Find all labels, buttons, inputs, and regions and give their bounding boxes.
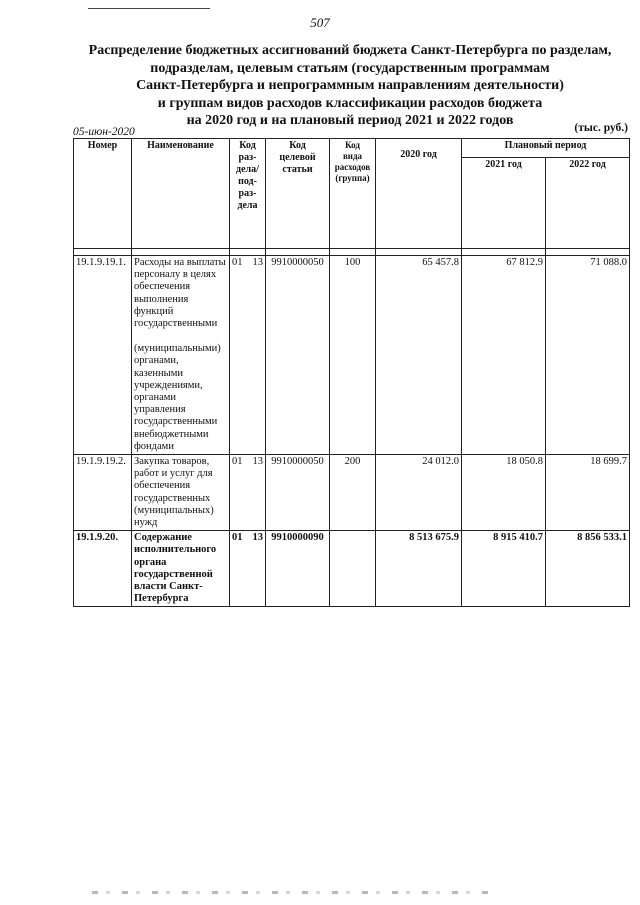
row-target-code: 9910000050 — [266, 455, 330, 531]
spacer-cell — [462, 249, 546, 256]
title-line: и группам видов расходов классификации расходов бюджета — [157, 95, 543, 111]
row-amount-2020: 65 457.8 — [376, 256, 462, 455]
spacer-cell — [230, 249, 266, 256]
header-text: (группа) — [335, 173, 370, 183]
row-group-code: 100 — [330, 256, 376, 455]
header-text: Код — [239, 140, 256, 151]
row-number: 19.1.9.20. — [74, 531, 132, 607]
row-number: 19.1.9.19.2. — [74, 455, 132, 531]
header-text: под- — [238, 176, 257, 187]
row-amount-2021: 67 812.9 — [462, 256, 546, 455]
row-amount-2021: 18 050.8 — [462, 455, 546, 531]
row-name-part: Расходы на выплаты персоналу в целях обеспечения выполнения функций государственными — [134, 257, 226, 330]
header-2022: 2022 год — [546, 158, 630, 249]
header-target-code — [266, 139, 330, 249]
title-line: Распределение бюджетных ассигнований бюджета Санкт-Петербурга по разделам, — [88, 43, 612, 58]
section-code: 01 — [232, 257, 243, 268]
subsection-code: 13 — [252, 456, 263, 468]
header-text: дела — [237, 200, 258, 211]
title-line: подразделам, целевым статьям (государственным программам — [150, 60, 550, 76]
document-title — [70, 42, 630, 130]
row-number: 19.1.9.19.1. — [74, 256, 132, 455]
section-code: 01 — [232, 456, 243, 468]
row-amount-2022: 8 856 533.1 — [546, 531, 630, 607]
header-text: вида — [342, 151, 363, 161]
header-number: Номер — [74, 139, 132, 249]
row-amount-2022: 18 699.7 — [546, 455, 630, 531]
header-text: Код — [345, 140, 360, 150]
header-text: целевой — [279, 152, 316, 163]
row-name-part: (муниципальными) органами, казенными учреждениями, органами управления государственными внебюджетными фондами — [134, 343, 221, 452]
header-text: раз- — [238, 188, 257, 199]
header-text: Код — [289, 140, 306, 151]
header-group-code — [330, 139, 376, 249]
table-row — [74, 455, 630, 531]
header-text: раз- — [238, 152, 257, 163]
row-target-code: 9910000050 — [266, 256, 330, 455]
units-label: (тыс. руб.) — [574, 122, 628, 134]
row-target-code: 9910000090 — [266, 531, 330, 607]
spacer-cell — [546, 249, 630, 256]
header-plan-period: Плановый период — [462, 139, 630, 158]
header-section-code — [230, 139, 266, 249]
spacer-cell — [376, 249, 462, 256]
table-row — [74, 256, 630, 455]
row-amount-2021: 8 915 410.7 — [462, 531, 546, 607]
header-text: статьи — [282, 164, 313, 175]
row-amount-2020: 8 513 675.9 — [376, 531, 462, 607]
table-spacer-row — [74, 249, 630, 256]
budget-table — [73, 138, 630, 607]
row-amount-2022: 71 088.0 — [546, 256, 630, 455]
page-number: 507 — [310, 15, 330, 30]
header-name: Наименование — [132, 139, 230, 249]
scan-artifact-line — [92, 891, 492, 894]
row-name: Закупка товаров, работ и услуг для обеспечения государственных (муниципальных) нужд — [132, 455, 230, 531]
row-amount-2020: 24 012.0 — [376, 455, 462, 531]
header-2020: 2020 год — [376, 139, 462, 249]
row-name: Содержание исполнительного органа государственной власти Санкт-Петербурга — [132, 531, 230, 607]
header-text: расходов — [334, 162, 371, 172]
title-line: Санкт-Петербурга и непрограммным направлениям деятельности) — [136, 78, 564, 93]
section-code: 01 — [232, 532, 243, 544]
row-group-code: 200 — [330, 455, 376, 531]
row-section-code — [230, 256, 266, 455]
spacer-cell — [330, 249, 376, 256]
row-section-code — [230, 531, 266, 607]
spacer-cell — [266, 249, 330, 256]
subsection-code: 13 — [252, 257, 263, 268]
subsection-code: 13 — [252, 532, 263, 544]
row-group-code — [330, 531, 376, 607]
row-section-code — [230, 455, 266, 531]
row-name — [132, 256, 230, 455]
document-date: 05-июн-2020 — [73, 126, 135, 138]
spacer-cell — [74, 249, 132, 256]
row-name-gap — [134, 330, 227, 343]
table-row — [74, 531, 630, 607]
header-2021: 2021 год — [462, 158, 546, 249]
spacer-cell — [132, 249, 230, 256]
title-line: на 2020 год и на плановый период 2021 и 2022 годов — [186, 113, 514, 128]
header-text: дела/ — [236, 164, 259, 175]
top-rule — [88, 8, 210, 9]
